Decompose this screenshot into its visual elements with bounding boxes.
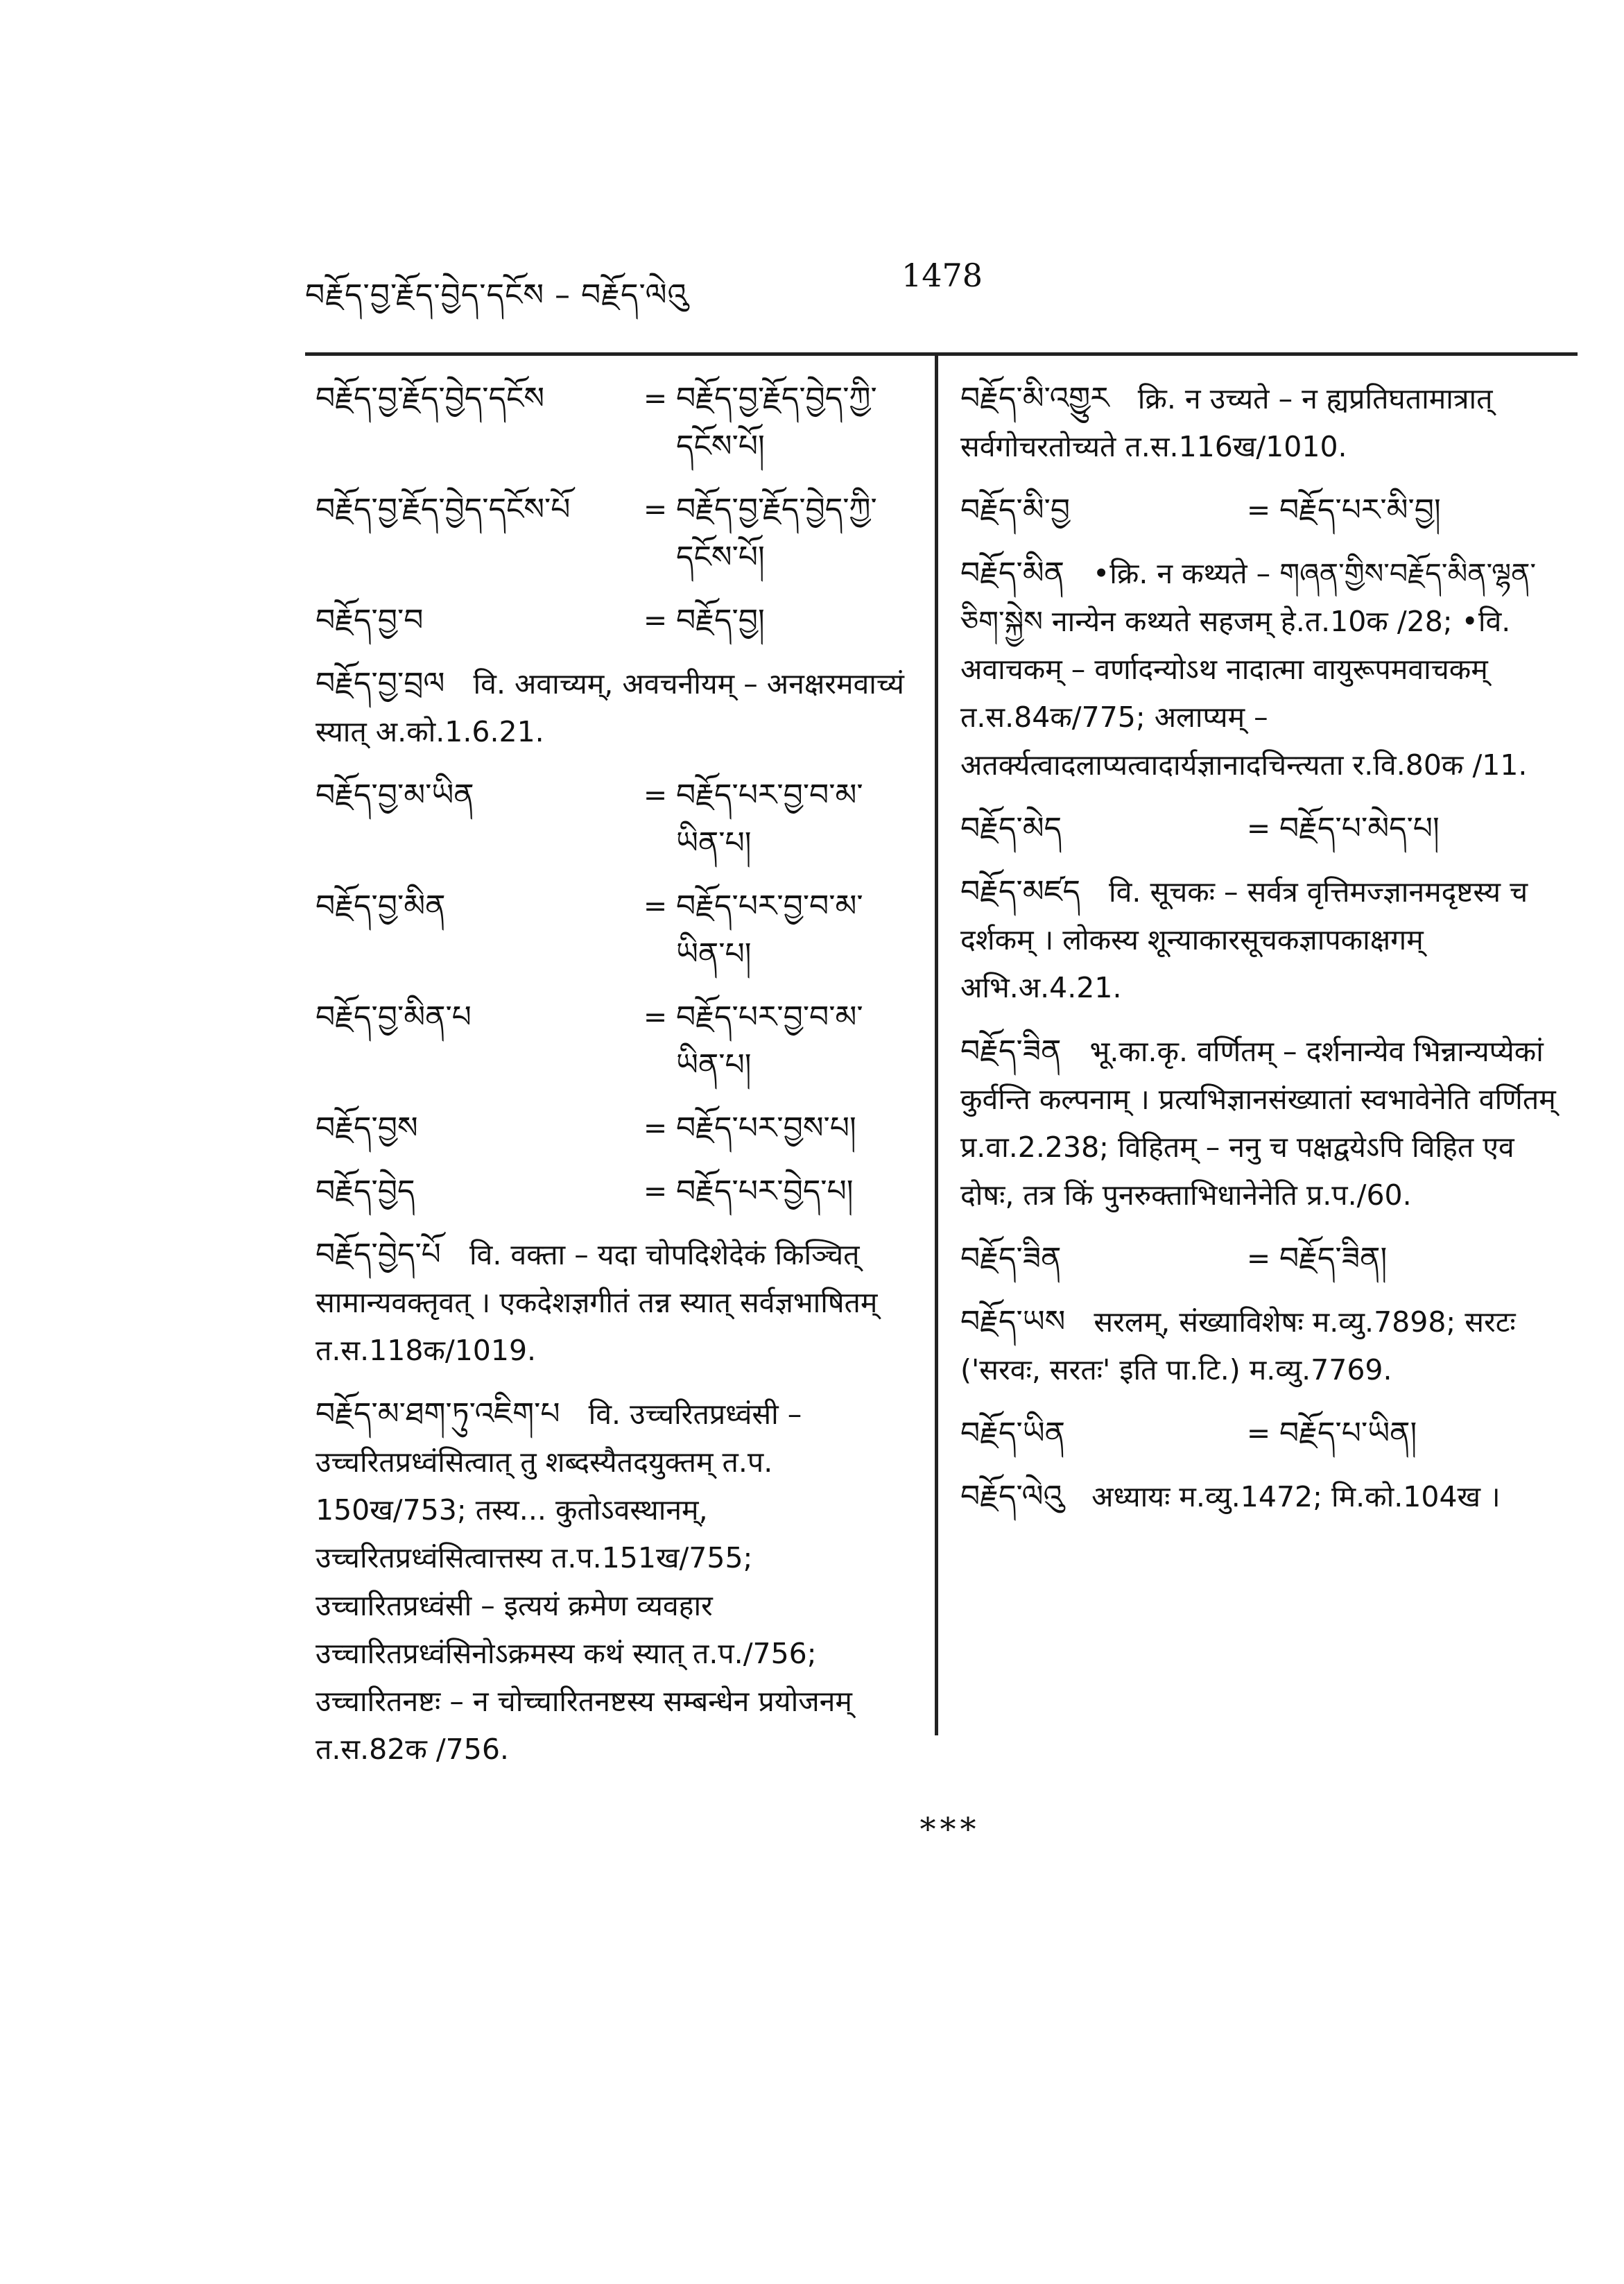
dictionary-entry xyxy=(960,1298,1571,1394)
xref-entry xyxy=(316,993,912,1089)
dictionary-entry xyxy=(960,868,1571,1012)
xref-target: བརྗོད་བྱ་རྗོད་བྱེད་ཀྱི་དངོས་པོ། xyxy=(676,381,877,464)
xref-target: བརྗོད་པར་མི་བྱ། xyxy=(1279,492,1441,528)
definition: •क्रि. न कथ्यते – གཞན་གྱིས་བརྗོད་མིན་ལྷན་ཅིག་སྐྱེས नान्येन कथ्यते सहजम् हे.त.10क /28; •वि. अवाचकम् – वर्णादन्योऽथ नादात्मा वायुरूपमवाचकम् त.स.84क/775; अलाप्यम् – अतर्क्यत्वादलाप्यत्वादार्यज्ञानादचिन्त्यता र.वि.80क /11. xyxy=(960,557,1537,782)
equals-sign: = xyxy=(1246,812,1271,845)
header-rule xyxy=(305,352,1578,356)
xref-entry xyxy=(316,375,912,470)
left-column xyxy=(316,375,912,1789)
headword: བརྗོད་བྱ་མིན་པ xyxy=(316,999,472,1035)
xref-target: བརྗོད་པར་བྱ་བ་མ་ཡིན་པ། xyxy=(676,778,863,861)
equals-sign: = xyxy=(643,778,668,812)
definition: भू.का.कृ. वर्णितम् – दर्शनान्येव भिन्नान्यप्येकां कुर्वन्ति कल्पनाम् । प्रत्यभिज्ञानसंख्यातां स्वभावेनेति वर्णितम् प्र.वा.2.238; विहितम् – ननु च पक्षद्वयेऽपि विहित एव दोषः, तत्र किं पुनरुक्ताभिधानेनेति प्र.प./60. xyxy=(960,1035,1556,1212)
headword: བརྗོད་བྱ་བྲལ xyxy=(316,666,445,701)
running-title: བརྗོད་བྱ་རྗོད་བྱེད་དངོས – བརྗོད་ལེའུ xyxy=(305,277,689,313)
xref-entry xyxy=(960,805,1571,852)
page-header xyxy=(305,257,1581,312)
xref-entry xyxy=(316,1167,912,1215)
headword: བརྗོད་བྱ་རྗོད་བྱེད་དངོས་པོ xyxy=(316,492,571,527)
xref-target: བརྗོད་པར་བྱས་པ། xyxy=(676,1110,856,1146)
headword: བརྗོད་ཡིན xyxy=(960,1416,1066,1451)
headword: བརྗོད་མེད xyxy=(960,811,1062,846)
headword: བརྗོད་མི་འགྱུར xyxy=(960,381,1109,416)
definition: वि. उच्चरितप्रध्वंसी – उच्चरितप्रध्वंसित्वात् तु शब्दस्यैतदयुक्तम् त.प. 150ख/753; तस्य... कुतोऽवस्थानम्, उच्चरितप्रध्वंसित्वात्तस्य त.प.151ख/755; उच्चारितप्रध्वंसी – इत्ययं क्रमेण व्यवहार उच्चारितप्रध्वंसिनोऽक्रमस्य कथं स्यात् त.प./756; उच्चारितनष्टः – न चोच्चारितनष्टस्य सम्बन्धेन प्रयोजनम् त.स.82क /756. xyxy=(316,1398,852,1766)
equals-sign: = xyxy=(1246,1242,1271,1275)
equals-sign: = xyxy=(643,889,668,922)
definition: अध्यायः म.व्यु.1472; मि.को.104ख । xyxy=(1091,1480,1501,1513)
headword: བརྗོད་བྱ་མ་ཡིན xyxy=(316,778,474,813)
headword: བརྗོད་ཡས xyxy=(960,1304,1066,1339)
xref-entry xyxy=(960,486,1571,534)
equals-sign: = xyxy=(643,1111,668,1144)
headword: བརྗོད་ལེའུ xyxy=(960,1479,1064,1514)
dictionary-entry xyxy=(316,1390,912,1774)
headword: བརྗོད་མཛད xyxy=(960,874,1080,909)
dictionary-entry xyxy=(960,1027,1571,1219)
xref-target: བརྗོད་བྱ། xyxy=(676,603,765,638)
equals-sign: = xyxy=(643,1000,668,1033)
equals-sign: = xyxy=(1246,493,1271,526)
headword: བརྗོད་མ་ཐག་ཏུ་འཇིག་པ xyxy=(316,1396,560,1432)
xref-entry xyxy=(316,486,912,581)
xref-entry xyxy=(960,1235,1571,1282)
definition: वि. अवाच्यम्, अवचनीयम् – अनक्षरमवाच्यं स्यात् अ.को.1.6.21. xyxy=(316,667,904,748)
page-number: 1478 xyxy=(901,257,983,294)
xref-target: བརྗོད་ཟིན། xyxy=(1279,1241,1388,1276)
xref-target: བརྗོད་བྱ་རྗོད་བྱེད་ཀྱི་དངོས་པོ། xyxy=(676,492,877,575)
section-end-stars: *** xyxy=(919,1810,981,1848)
headword: བརྗོད་མི་བྱ xyxy=(960,492,1071,528)
xref-entry xyxy=(316,771,912,867)
column-divider xyxy=(935,355,938,1735)
headword: བརྗོད་བྱེད xyxy=(316,1174,415,1209)
dictionary-entry xyxy=(316,660,912,756)
xref-target: བརྗོད་པ་མེད་པ། xyxy=(1279,811,1440,846)
equals-sign: = xyxy=(643,1174,668,1208)
headword: བརྗོད་ཟིན xyxy=(960,1033,1062,1069)
headword: བརྗོད་མིན xyxy=(960,556,1064,591)
xref-entry xyxy=(316,596,912,644)
xref-target: བརྗོད་པར་བྱ་བ་མ་ཡིན་པ། xyxy=(676,888,863,972)
headword: བརྗོད་བྱས xyxy=(316,1110,418,1146)
xref-target: བརྗོད་པ་ཡིན། xyxy=(1279,1416,1417,1451)
definition: वि. वक्ता – यदा चोपदिशेदेकं किञ्चित् सामान्यवक्तृवत् । एकदेशज्ञगीतं तन्न स्यात् सर्वज्ञभाषितम् त.स.118क/1019. xyxy=(316,1238,878,1367)
xref-entry xyxy=(316,1104,912,1152)
equals-sign: = xyxy=(643,492,668,526)
xref-entry xyxy=(316,882,912,978)
headword: བརྗོད་བྱ་བ xyxy=(316,603,424,638)
dictionary-entry xyxy=(316,1230,912,1375)
definition: क्रि. न उच्यते – न ह्यप्रतिघतामात्रात् सर्वगोचरतोच्यते त.स.116ख/1010. xyxy=(960,382,1493,463)
headword: བརྗོད་བྱེད་པོ xyxy=(316,1237,441,1272)
xref-entry xyxy=(960,1409,1571,1457)
dictionary-entry xyxy=(960,549,1571,789)
dictionary-entry xyxy=(960,1472,1571,1521)
equals-sign: = xyxy=(643,381,668,415)
definition: वि. सूचकः – सर्वत्र वृत्तिमज्ज्ञानमदृष्टस्य च दर्शकम् । लोकस्य शून्याकारसूचकज्ञापकाक्षगम् अभि.अ.4.21. xyxy=(960,875,1528,1004)
right-column xyxy=(960,375,1571,1536)
equals-sign: = xyxy=(643,603,668,637)
headword: བརྗོད་བྱ་རྗོད་བྱེད་དངོས xyxy=(316,381,545,416)
xref-target: བརྗོད་པར་བྱ་བ་མ་ཡིན་པ། xyxy=(676,999,863,1083)
headword: བརྗོད་ཟིན xyxy=(960,1241,1062,1276)
headword: བརྗོད་བྱ་མིན xyxy=(316,888,446,924)
definition: सरलम्, संख्याविशेषः म.व्यु.7898; सरटः ('सरवः, सरतः' इति पा.टि.) म.व्यु.7769. xyxy=(960,1305,1516,1386)
dictionary-entry xyxy=(960,375,1571,471)
equals-sign: = xyxy=(1246,1416,1271,1450)
xref-target: བརྗོད་པར་བྱེད་པ། xyxy=(676,1174,854,1209)
